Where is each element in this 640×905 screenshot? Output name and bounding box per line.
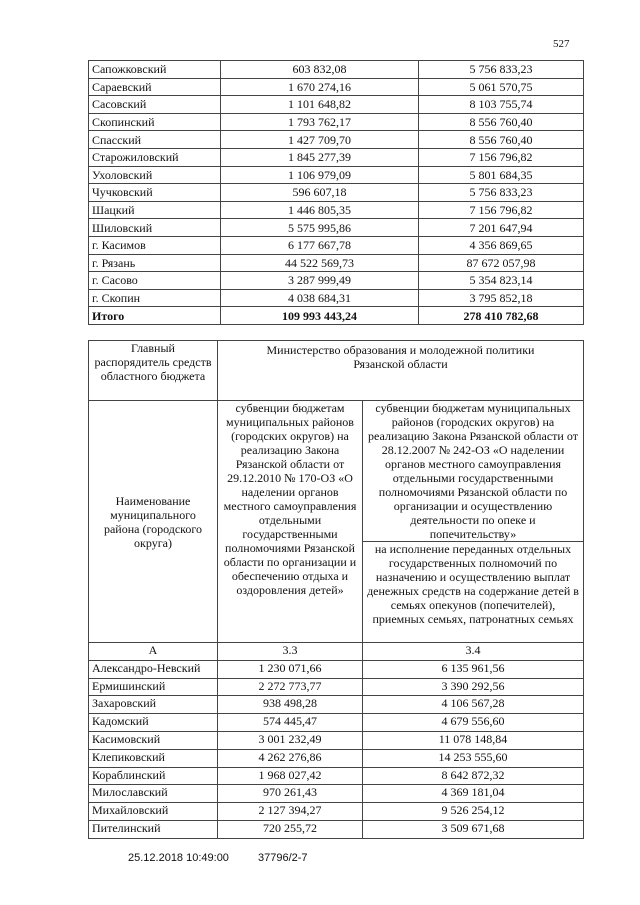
amount-cell: 574 445,47 — [218, 714, 363, 732]
amount-cell: 4 038 684,31 — [221, 289, 419, 307]
budget-table-education — [88, 340, 584, 839]
amount-cell: 5 756 833,23 — [419, 61, 584, 79]
amount-cell: 8 556 760,40 — [419, 131, 584, 149]
amount-cell: 4 356 869,65 — [419, 236, 584, 254]
table-row — [89, 678, 584, 696]
table-row — [89, 201, 584, 219]
amount-cell: 3 287 999,49 — [221, 272, 419, 290]
district-name: Шацкий — [89, 201, 221, 219]
table-row — [89, 61, 584, 79]
amount-cell: 87 672 057,98 — [419, 254, 584, 272]
table-row — [89, 148, 584, 166]
table-row — [89, 767, 584, 785]
amount-cell: 5 575 995,86 — [221, 219, 419, 237]
amount-cell: 1 106 979,09 — [221, 166, 419, 184]
amount-cell: 1 427 709,70 — [221, 131, 419, 149]
district-name: Михайловский — [89, 803, 218, 821]
district-name: Милославский — [89, 785, 218, 803]
amount-cell: 938 498,28 — [218, 696, 363, 714]
table-row — [89, 166, 584, 184]
table-row — [89, 803, 584, 821]
amount-cell: 5 801 684,35 — [419, 166, 584, 184]
amount-cell: 8 103 755,74 — [419, 96, 584, 114]
amount-cell: 7 156 796,82 — [419, 201, 584, 219]
district-name: Скопинский — [89, 113, 221, 131]
total-label: Итого — [89, 307, 221, 325]
district-name: Сараевский — [89, 78, 221, 96]
footer-datetime: 25.12.2018 10:49:00 — [128, 852, 229, 864]
table-row — [89, 749, 584, 767]
index-a: А — [89, 643, 218, 661]
index-3-4: 3.4 — [363, 643, 584, 661]
table-row — [89, 272, 584, 290]
amount-cell: 4 106 567,28 — [363, 696, 584, 714]
amount-cell: 44 522 569,73 — [221, 254, 419, 272]
amount-cell: 596 607,18 — [221, 184, 419, 202]
table-row — [89, 219, 584, 237]
header-col-3-4-purpose: на исполнение переданных отдельных государственных полномочий по назначению и осуществлению выплат денежных средств на содержание детей в семьях опекунов (попечителей), приемных семьях, патронатных семьях — [363, 542, 584, 643]
district-name: Захаровский — [89, 696, 218, 714]
amount-cell: 7 201 647,94 — [419, 219, 584, 237]
amount-cell: 1 230 071,66 — [218, 660, 363, 678]
table-row — [89, 113, 584, 131]
amount-cell: 2 272 773,77 — [218, 678, 363, 696]
district-name: Спасский — [89, 131, 221, 149]
amount-cell: 8 642 872,32 — [363, 767, 584, 785]
table-row — [89, 820, 584, 838]
table-row — [89, 714, 584, 732]
district-name: Клепиковский — [89, 749, 218, 767]
amount-cell: 1 793 762,17 — [221, 113, 419, 131]
total-amount: 109 993 443,24 — [221, 307, 419, 325]
district-name: Чучковский — [89, 184, 221, 202]
table-row — [89, 731, 584, 749]
district-name: г. Скопин — [89, 289, 221, 307]
amount-cell: 7 156 796,82 — [419, 148, 584, 166]
amount-cell: 2 127 394,27 — [218, 803, 363, 821]
header-district-name: Наименование муниципального района (городского округа) — [89, 401, 218, 643]
amount-cell: 3 795 852,18 — [419, 289, 584, 307]
table-row — [89, 78, 584, 96]
table-row — [89, 184, 584, 202]
total-amount: 278 410 782,68 — [419, 307, 584, 325]
district-name: Ухоловский — [89, 166, 221, 184]
district-name: г. Рязань — [89, 254, 221, 272]
total-row — [89, 307, 584, 325]
amount-cell: 720 255,72 — [218, 820, 363, 838]
amount-cell: 4 369 181,04 — [363, 785, 584, 803]
amount-cell: 9 526 254,12 — [363, 803, 584, 821]
table-row — [89, 131, 584, 149]
amount-cell: 5 756 833,23 — [419, 184, 584, 202]
table-row — [89, 785, 584, 803]
amount-cell: 603 832,08 — [221, 61, 419, 79]
amount-cell: 4 262 276,86 — [218, 749, 363, 767]
amount-cell: 5 354 823,14 — [419, 272, 584, 290]
district-name: Старожиловский — [89, 148, 221, 166]
index-3-3: 3.3 — [218, 643, 363, 661]
amount-cell: 14 253 555,60 — [363, 749, 584, 767]
amount-cell: 1 101 648,82 — [221, 96, 419, 114]
amount-cell: 5 061 570,75 — [419, 78, 584, 96]
district-name: Шиловский — [89, 219, 221, 237]
table-row — [89, 254, 584, 272]
header-ministry: Министерство образования и молодежной политики Рязанской области — [218, 341, 584, 401]
district-name: Александро-Невский — [89, 660, 218, 678]
header-col-3-3: субвенции бюджетам муниципальных районов (городских округов) на реализацию Закона Рязанской области от 29.12.2010 № 170-ОЗ «О наделении органов местного самоуправления отдельными государственными полномочиями Рязанской области по организации и обеспечению отдыха и оздоровления детей» — [218, 401, 363, 643]
amount-cell: 970 261,43 — [218, 785, 363, 803]
amount-cell: 1 968 027,42 — [218, 767, 363, 785]
table-row — [89, 96, 584, 114]
header-col-3-4-law: субвенции бюджетам муниципальных районов (городских округов) на реализацию Закона Рязанской области от 28.12.2007 № 242-ОЗ «О наделении органов местного самоуправления отдельными государственными полномочиями Рязанской области по организации и осуществлению деятельности по опеке и попечительству» — [363, 401, 584, 542]
table-row — [89, 660, 584, 678]
district-name: Пителинский — [89, 820, 218, 838]
footer-doc-id: 37796/2-7 — [258, 852, 308, 864]
page-number: 527 — [553, 38, 570, 50]
amount-cell: 6 135 961,56 — [363, 660, 584, 678]
amount-cell: 1 845 277,39 — [221, 148, 419, 166]
amount-cell: 3 001 232,49 — [218, 731, 363, 749]
district-name: г. Касимов — [89, 236, 221, 254]
amount-cell: 1 446 805,35 — [221, 201, 419, 219]
table-row — [89, 289, 584, 307]
amount-cell: 8 556 760,40 — [419, 113, 584, 131]
amount-cell: 6 177 667,78 — [221, 236, 419, 254]
district-name: Кадомский — [89, 714, 218, 732]
table-row — [89, 236, 584, 254]
district-name: г. Сасово — [89, 272, 221, 290]
district-name: Кораблинский — [89, 767, 218, 785]
amount-cell: 4 679 556,60 — [363, 714, 584, 732]
district-name: Ермишинский — [89, 678, 218, 696]
table-row — [89, 696, 584, 714]
budget-table-continued — [88, 60, 584, 325]
amount-cell: 11 078 148,84 — [363, 731, 584, 749]
district-name: Сасовский — [89, 96, 221, 114]
header-main-distributor: Главный распорядитель средств областного бюджета — [89, 341, 218, 401]
district-name: Сапожковский — [89, 61, 221, 79]
district-name: Касимовский — [89, 731, 218, 749]
amount-cell: 3 509 671,68 — [363, 820, 584, 838]
amount-cell: 3 390 292,56 — [363, 678, 584, 696]
amount-cell: 1 670 274,16 — [221, 78, 419, 96]
